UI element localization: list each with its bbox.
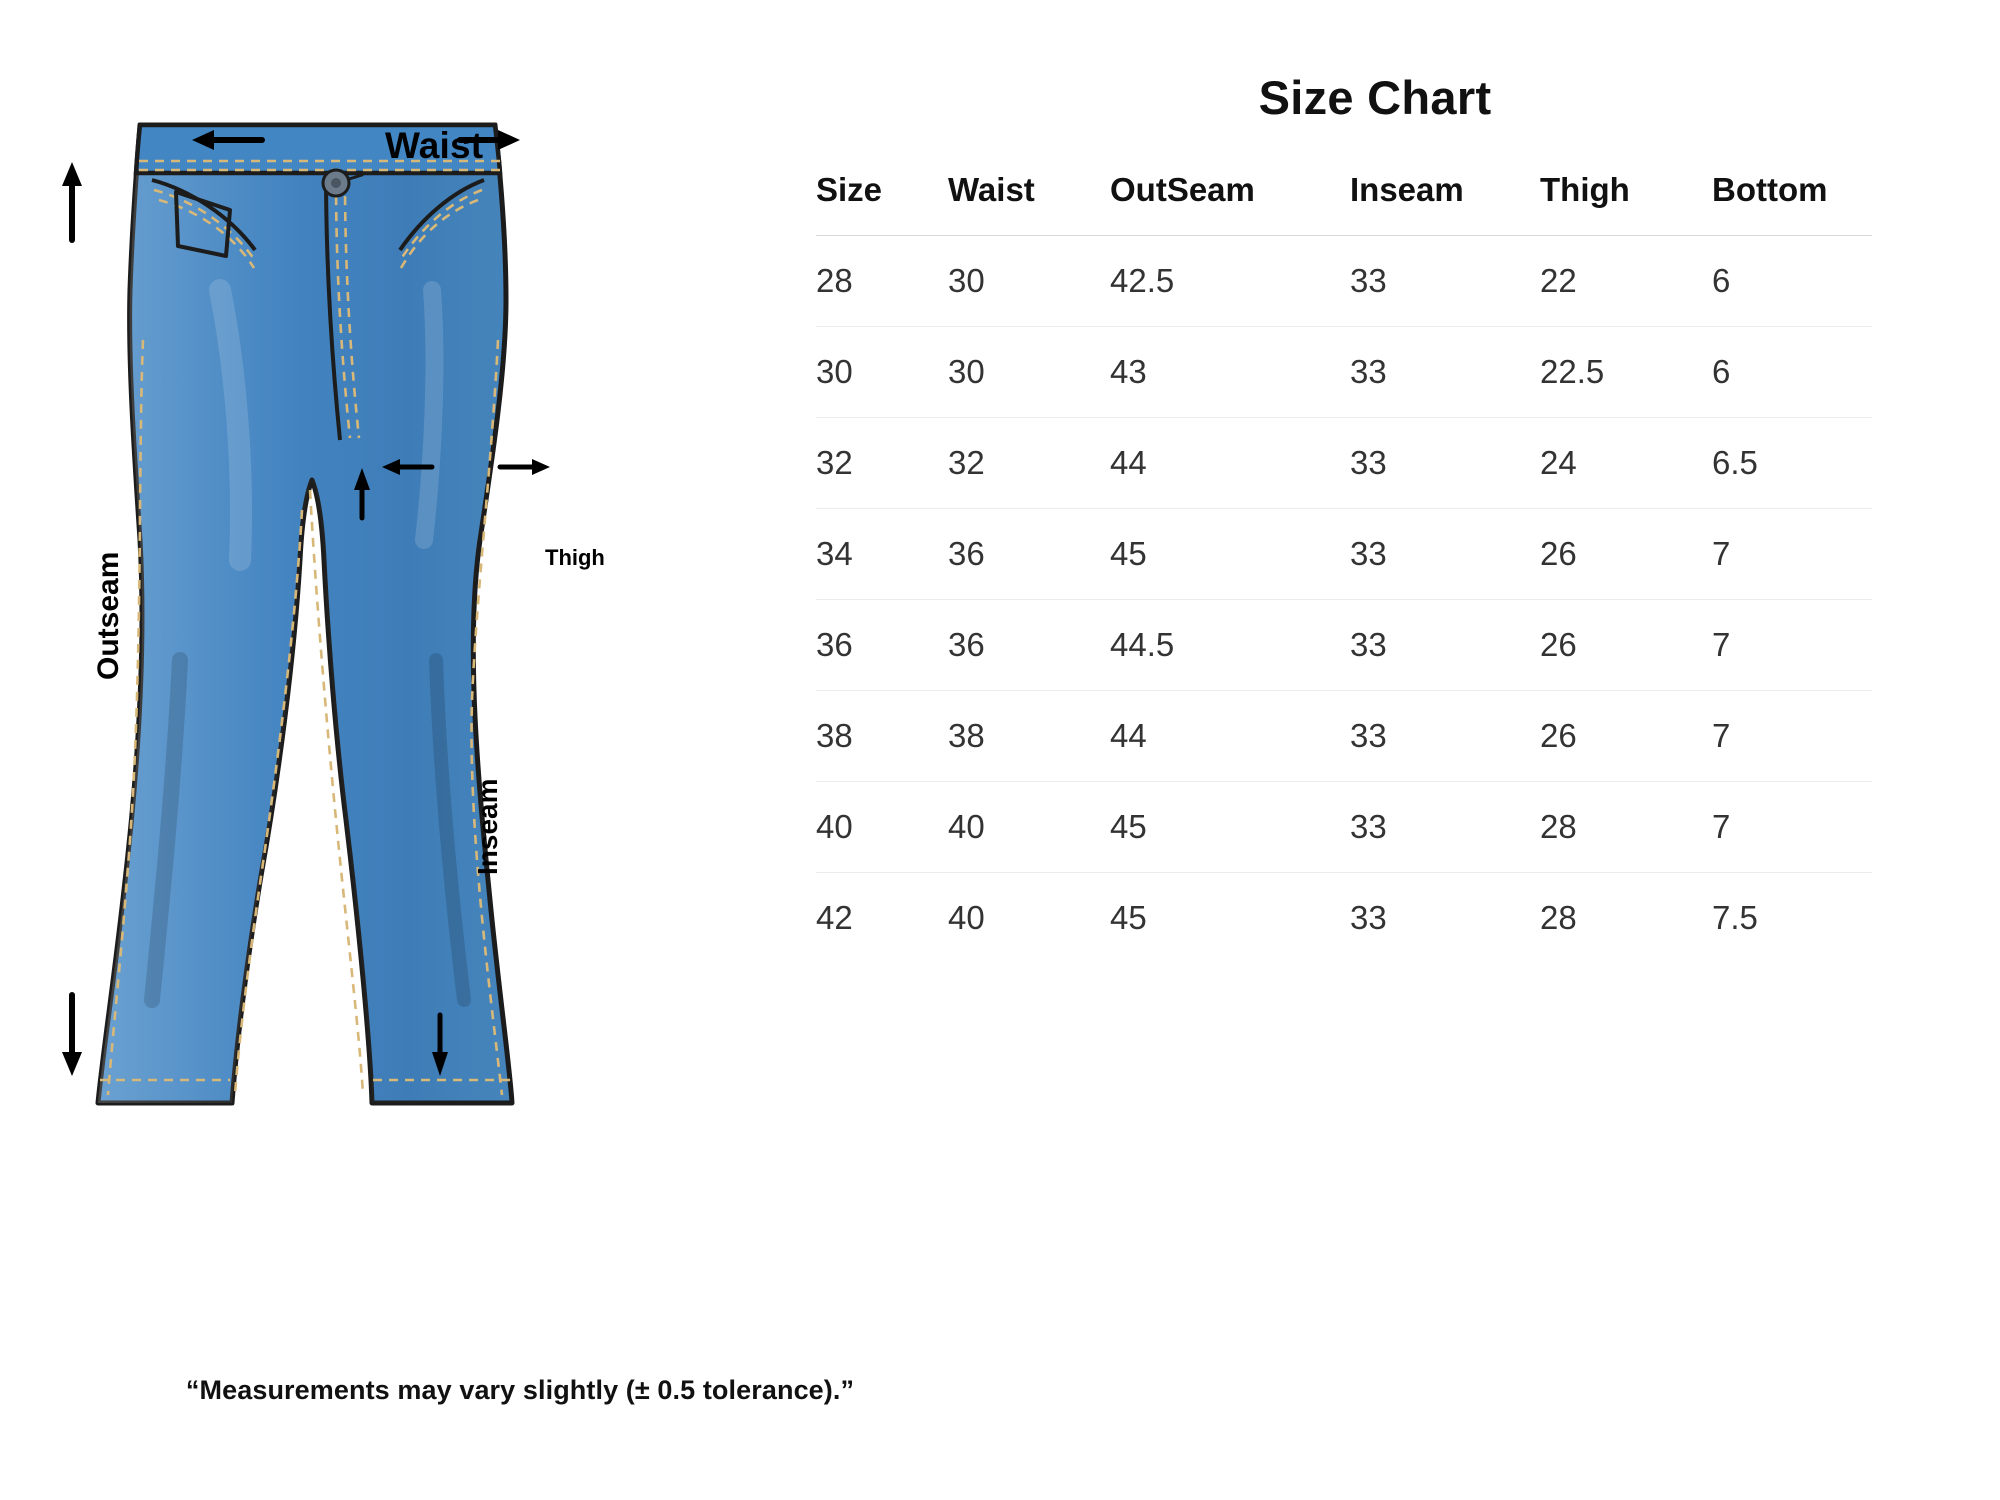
cell-bottom: 6 — [1712, 236, 1872, 327]
cell-outseam: 43 — [1110, 327, 1350, 418]
cell-bottom: 7 — [1712, 509, 1872, 600]
cell-waist: 36 — [948, 600, 1110, 691]
cell-outseam: 45 — [1110, 782, 1350, 873]
cell-outseam: 44 — [1110, 691, 1350, 782]
inseam-label: Inseam — [472, 778, 503, 875]
cell-thigh: 28 — [1540, 899, 1577, 936]
cell-size: 42 — [816, 899, 853, 936]
cell-size: 40 — [816, 782, 948, 873]
cell-inseam: 33 — [1350, 600, 1540, 691]
cell-outseam: 45 — [1110, 899, 1147, 936]
cell-thigh: 26 — [1540, 691, 1712, 782]
column-header-thigh: Thigh — [1540, 171, 1630, 208]
cell-inseam: 33 — [1350, 418, 1540, 509]
cell-outseam: 44.5 — [1110, 600, 1350, 691]
measurement-tolerance-note — [0, 1375, 2000, 1406]
cell-waist: 36 — [948, 509, 1110, 600]
outseam-measure-arrow — [62, 162, 82, 1076]
cell-size: 36 — [816, 600, 948, 691]
cell-outseam: 45 — [1110, 509, 1350, 600]
outseam-label: Outseam — [92, 551, 125, 680]
chart-title: Size Chart — [1258, 71, 1492, 124]
cell-outseam: 42.5 — [1110, 236, 1350, 327]
cell-waist: 38 — [948, 691, 1110, 782]
jeans-illustration-svg — [40, 40, 760, 1400]
jeans-diagram — [40, 40, 760, 1400]
table-row — [816, 509, 1872, 600]
cell-inseam: 33 — [1350, 236, 1540, 327]
cell-thigh: 24 — [1540, 418, 1712, 509]
cell-thigh: 22.5 — [1540, 327, 1712, 418]
table-header-row — [816, 171, 1872, 236]
cell-size: 32 — [816, 418, 948, 509]
cell-waist: 40 — [948, 899, 985, 936]
cell-waist: 30 — [948, 236, 1110, 327]
cell-bottom: 7 — [1712, 691, 1872, 782]
table-row — [816, 236, 1872, 327]
table-row — [816, 691, 1872, 782]
table-row — [816, 327, 1872, 418]
column-header-waist: Waist — [948, 171, 1035, 208]
thigh-label: Thigh — [545, 545, 605, 570]
cell-waist: 30 — [948, 327, 1110, 418]
table-row — [816, 873, 1872, 964]
cell-size: 28 — [816, 236, 948, 327]
cell-inseam: 33 — [1350, 327, 1540, 418]
column-header-inseam: Inseam — [1350, 171, 1464, 208]
cell-thigh: 28 — [1540, 782, 1712, 873]
cell-inseam: 33 — [1350, 782, 1540, 873]
table-row — [816, 782, 1872, 873]
cell-waist: 40 — [948, 782, 1110, 873]
cell-size: 34 — [816, 509, 948, 600]
column-header-size: Size — [816, 171, 883, 208]
cell-thigh: 26 — [1540, 509, 1712, 600]
cell-bottom: 6.5 — [1712, 418, 1872, 509]
column-header-bottom: Bottom — [1712, 171, 1828, 208]
cell-thigh: 26 — [1540, 600, 1712, 691]
cell-inseam: 33 — [1350, 691, 1540, 782]
size-table — [816, 171, 1872, 963]
table-row — [816, 600, 1872, 691]
cell-size: 30 — [816, 327, 948, 418]
cell-bottom: 7 — [1712, 782, 1872, 873]
cell-size: 38 — [816, 691, 948, 782]
cell-waist: 32 — [948, 418, 1110, 509]
footnote-text: “Measurements may vary slightly (± 0.5 tolerance).” — [185, 1375, 855, 1405]
cell-thigh: 22 — [1540, 236, 1712, 327]
cell-bottom: 7 — [1712, 600, 1872, 691]
cell-bottom: 6 — [1712, 327, 1872, 418]
cell-inseam: 33 — [1350, 509, 1540, 600]
waist-label: Waist — [385, 125, 484, 166]
cell-inseam: 33 — [1350, 899, 1387, 936]
table-row — [816, 418, 1872, 509]
cell-bottom: 7.5 — [1712, 899, 1758, 936]
column-header-outseam: OutSeam — [1110, 171, 1255, 208]
cell-outseam: 44 — [1110, 418, 1350, 509]
size-chart-panel — [800, 70, 1950, 963]
